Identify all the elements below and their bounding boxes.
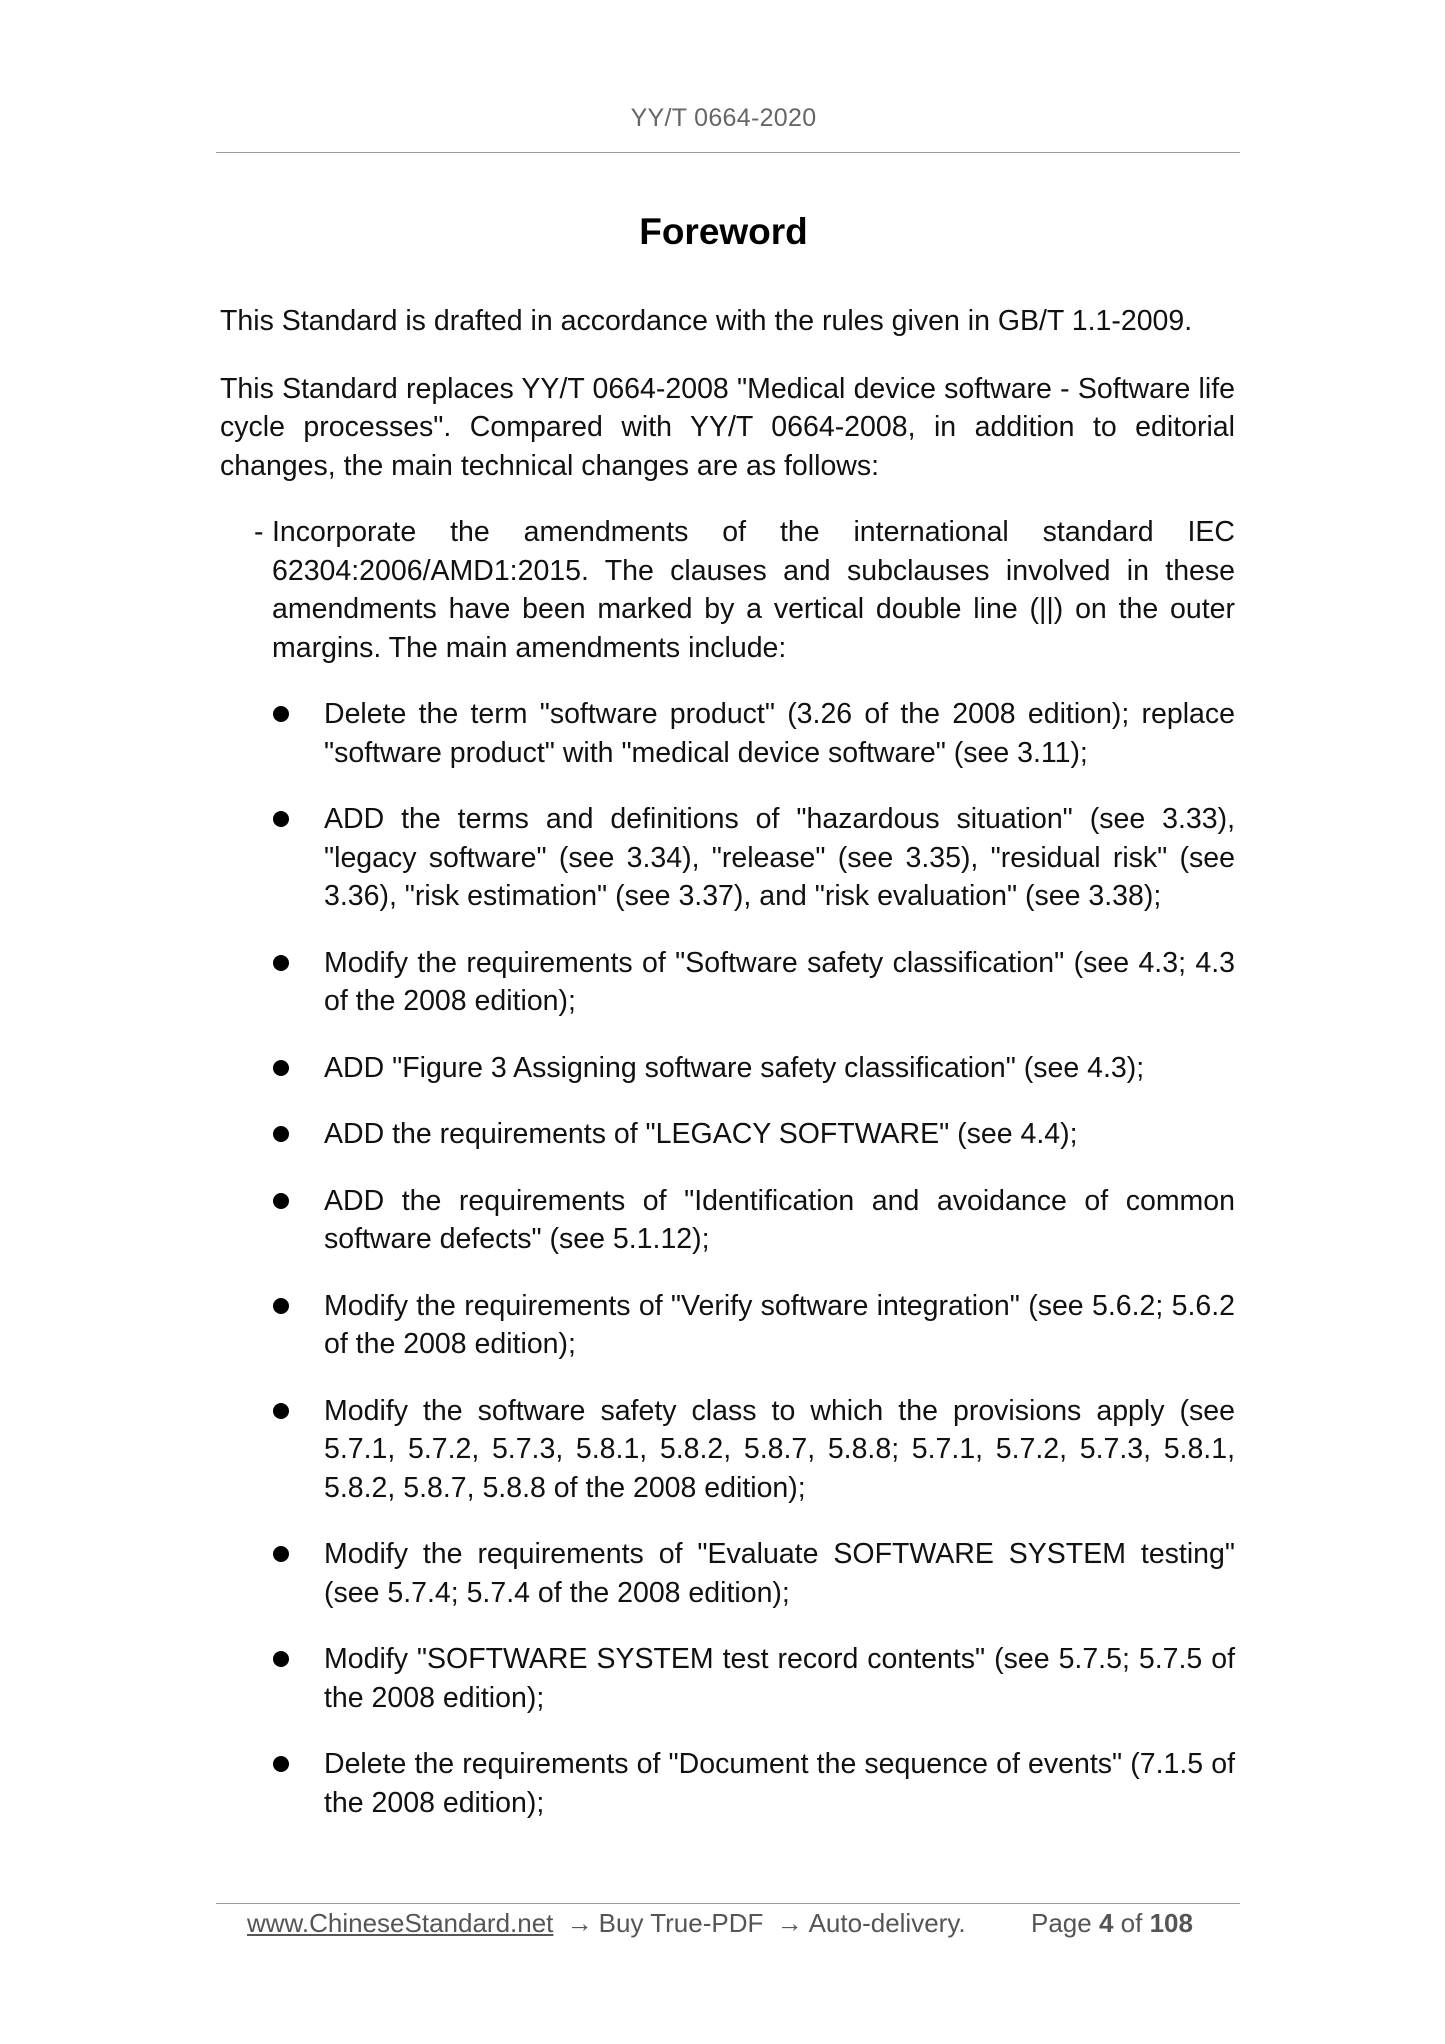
footer-promo	[247, 1908, 966, 1939]
footer-divider	[216, 1903, 1240, 1904]
list-item-text: Modify the requirements of "Software safety classification" (see 4.3; 4.3 of the 2008 edition);	[324, 946, 1235, 1017]
list-item-text: ADD the terms and definitions of "hazardous situation" (see 3.33), "legacy software" (see 3.34), "release" (see 3.35), "residual risk" (see 3.36), "risk estimation" (see 3.37), and "risk evaluation" (see 3.38);	[324, 803, 1235, 912]
bullet-dot-icon	[273, 1756, 289, 1772]
list-item	[220, 1535, 1235, 1612]
dash-list-item	[220, 513, 1235, 667]
list-item-text: ADD "Figure 3 Assigning software safety classification" (see 4.3);	[324, 1051, 1145, 1084]
page-current: 4	[1098, 1908, 1114, 1938]
list-item-text: ADD the requirements of "Identification and avoidance of common software defects" (see 5.1.12);	[324, 1184, 1235, 1255]
paragraph-replacement-summary: This Standard replaces YY/T 0664-2008 "Medical device software - Software life cycle processes". Compared with YY/T 0664-2008, in addition to editorial changes, the main technical changes are as follows:	[220, 372, 1235, 482]
list-item	[220, 944, 1235, 1021]
bullet-dot-icon	[273, 811, 289, 827]
bullet-dot-icon	[273, 706, 289, 722]
foreword-body	[220, 302, 1235, 1850]
dash-marker: -	[254, 516, 264, 548]
list-item	[220, 1287, 1235, 1364]
list-item-text: Delete the term "software product" (3.26 of the 2008 edition); replace "software product" with "medical device software" (see 3.11);	[324, 698, 1235, 769]
list-item	[220, 1392, 1235, 1508]
list-item-text: ADD the requirements of "LEGACY SOFTWARE" (see 4.4);	[324, 1118, 1078, 1150]
document-id-header: YY/T 0664-2020	[630, 104, 817, 132]
bullet-dot-icon	[273, 1546, 289, 1562]
site-link[interactable]: www.ChineseStandard.net	[247, 1908, 554, 1938]
paragraph-drafting-rules: This Standard is drafted in accordance with the rules given in GB/T 1.1-2009.	[220, 305, 1193, 337]
arrow-right-icon: →	[776, 1908, 803, 1938]
page-of-label: of	[1120, 1908, 1143, 1938]
bullet-dot-icon	[273, 1298, 289, 1314]
bullet-dot-icon	[273, 1651, 289, 1667]
bullet-dot-icon	[273, 1403, 289, 1419]
dash-item-text: Incorporate the amendments of the international standard IEC 62304:2006/AMD1:2015. The clauses and subclauses involved in these amendments have been marked by a vertical double line (||) on the outer margins. The main amendments include:	[272, 516, 1235, 664]
page-total: 108	[1149, 1908, 1193, 1938]
header-divider	[216, 152, 1240, 153]
amendment-list	[220, 695, 1235, 1822]
list-item-text: Modify the requirements of "Evaluate SOFTWARE SYSTEM testing" (see 5.7.4; 5.7.4 of the 2008 edition);	[324, 1538, 1235, 1609]
auto-delivery-text: Auto-delivery.	[808, 1908, 966, 1938]
bullet-dot-icon	[273, 1126, 289, 1142]
list-item	[220, 1640, 1235, 1717]
list-item-text: Delete the requirements of "Document the sequence of events" (7.1.5 of the 2008 edition);	[324, 1748, 1235, 1819]
page-number	[1031, 1908, 1193, 1939]
list-item	[220, 1745, 1235, 1822]
buy-true-pdf-text: Buy True-PDF	[598, 1908, 764, 1938]
list-item-text: Modify the software safety class to which the provisions apply (see 5.7.1, 5.7.2, 5.7.3, 5.8.1, 5.8.2, 5.8.7, 5.8.8; 5.7.1, 5.7.2, 5.7.3, 5.8.1, 5.8.2, 5.8.7, 5.8.8 of the 2008 edition);	[324, 1394, 1235, 1504]
list-item	[220, 695, 1235, 772]
list-item	[220, 1049, 1235, 1088]
list-item	[220, 1115, 1235, 1154]
arrow-right-icon: →	[566, 1908, 593, 1938]
bullet-dot-icon	[273, 1060, 289, 1076]
bullet-dot-icon	[273, 1193, 289, 1209]
list-item-text: Modify the requirements of "Verify software integration" (see 5.6.2; 5.6.2 of the 2008 edition);	[324, 1289, 1235, 1360]
page-label: Page	[1031, 1908, 1092, 1938]
page-title: Foreword	[639, 211, 808, 252]
list-item	[220, 800, 1235, 916]
list-item-text: Modify "SOFTWARE SYSTEM test record contents" (see 5.7.5; 5.7.5 of the 2008 edition);	[324, 1643, 1235, 1714]
list-item	[220, 1182, 1235, 1259]
bullet-dot-icon	[273, 955, 289, 971]
